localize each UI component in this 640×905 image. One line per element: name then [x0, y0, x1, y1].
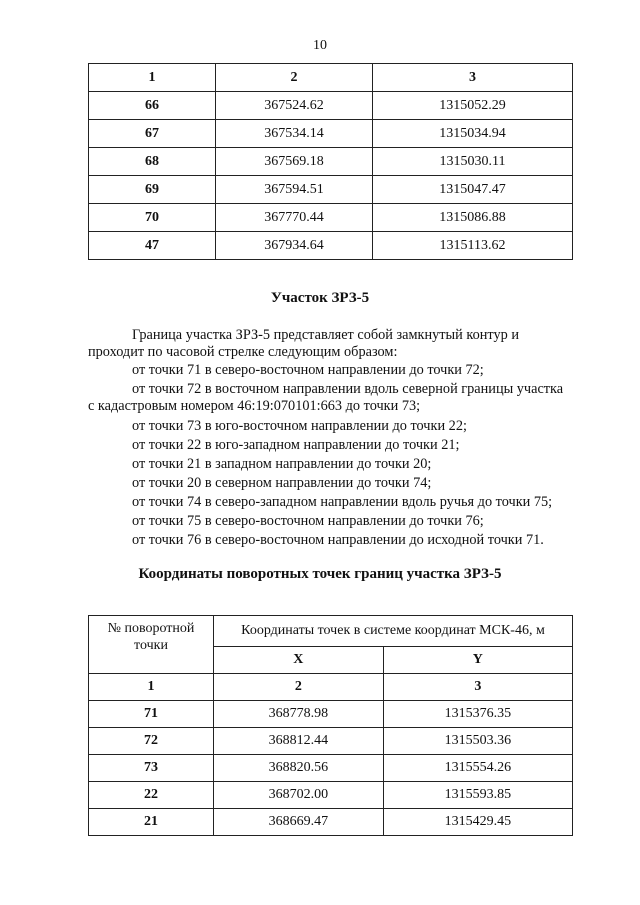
- table-row: [89, 148, 573, 176]
- section-intro: Граница участка ЗРЗ-5 представляет собой замкнутый контур и проходит по часовой стрелке следующим образом:: [88, 327, 519, 360]
- x-coordinate-cell: 368702.00: [214, 782, 384, 809]
- route-line: от точки 74 в северо-западном направлении вдоль ручья до точки 75;: [132, 494, 553, 510]
- table-row: [89, 782, 573, 809]
- point-number-cell: 22: [89, 782, 214, 809]
- y-coordinate-cell: 1315554.26: [383, 755, 572, 782]
- coordinates-header: Координаты точек в системе координат МСК-46, м: [214, 616, 573, 647]
- coordinates-table-title: Координаты поворотных точек границ участка ЗРЗ-5: [138, 566, 502, 582]
- y-coordinate-cell: 1315030.11: [373, 148, 573, 176]
- y-coordinate-cell: 1315047.47: [373, 176, 573, 204]
- table-row: [89, 701, 573, 728]
- x-coordinate-cell: 367524.62: [216, 92, 373, 120]
- y-coordinate-cell: 1315503.36: [383, 728, 572, 755]
- y-coordinate-cell: 1315376.35: [383, 701, 572, 728]
- table-row: [89, 728, 573, 755]
- x-column-header: X: [214, 647, 384, 674]
- x-coordinate-cell: 368778.98: [214, 701, 384, 728]
- route-line: от точки 22 в юго-западном направлении до точки 21;: [132, 437, 460, 453]
- x-coordinate-cell: 367770.44: [216, 204, 373, 232]
- point-number-cell: 67: [89, 120, 216, 148]
- column-number-cell: 3: [383, 674, 572, 701]
- table-header-cell: 3: [373, 64, 573, 92]
- coordinates-table-continued: [88, 63, 573, 260]
- column-number-cell: 2: [214, 674, 384, 701]
- table-row: [89, 809, 573, 836]
- y-coordinate-cell: 1315034.94: [373, 120, 573, 148]
- page-number: 10: [313, 38, 327, 53]
- point-number-cell: 70: [89, 204, 216, 232]
- point-number-cell: 69: [89, 176, 216, 204]
- x-coordinate-cell: 368669.47: [214, 809, 384, 836]
- point-number-cell: 47: [89, 232, 216, 260]
- table-row: [89, 176, 573, 204]
- point-number-cell: 71: [89, 701, 214, 728]
- x-coordinate-cell: 367934.64: [216, 232, 373, 260]
- coordinates-table: [88, 615, 573, 836]
- x-coordinate-cell: 368812.44: [214, 728, 384, 755]
- route-line: от точки 73 в юго-восточном направлении до точки 22;: [132, 418, 467, 434]
- table-row: [89, 92, 573, 120]
- table-row: [89, 755, 573, 782]
- table-row: [89, 232, 573, 260]
- table-header-cell: 1: [89, 64, 216, 92]
- route-line: от точки 21 в западном направлении до точки 20;: [132, 456, 432, 472]
- section-title: Участок ЗРЗ-5: [270, 290, 370, 306]
- x-coordinate-cell: 367594.51: [216, 176, 373, 204]
- table-header-row: [89, 616, 573, 647]
- y-coordinate-cell: 1315052.29: [373, 92, 573, 120]
- route-line: от точки 71 в северо-восточном направлении до точки 72;: [132, 362, 484, 378]
- route-line: от точки 76 в северо-восточном направлении до исходной точки 71.: [132, 532, 544, 548]
- table-row: [89, 120, 573, 148]
- point-number-cell: 73: [89, 755, 214, 782]
- route-line: от точки 75 в северо-восточном направлении до точки 76;: [132, 513, 484, 529]
- y-coordinate-cell: 1315429.45: [383, 809, 572, 836]
- x-coordinate-cell: 367569.18: [216, 148, 373, 176]
- table-header-cell: 2: [216, 64, 373, 92]
- y-coordinate-cell: 1315113.62: [373, 232, 573, 260]
- point-number-cell: 21: [89, 809, 214, 836]
- y-coordinate-cell: 1315593.85: [383, 782, 572, 809]
- point-number-header: № поворотной точки: [89, 616, 214, 674]
- y-column-header: Y: [383, 647, 572, 674]
- table-header-row: [89, 674, 573, 701]
- x-coordinate-cell: 367534.14: [216, 120, 373, 148]
- route-line: от точки 20 в северном направлении до точки 74;: [132, 475, 432, 491]
- column-number-cell: 1: [89, 674, 214, 701]
- table-row: [89, 204, 573, 232]
- point-number-cell: 68: [89, 148, 216, 176]
- point-number-cell: 66: [89, 92, 216, 120]
- table-header-row: [89, 64, 573, 92]
- point-number-cell: 72: [89, 728, 214, 755]
- x-coordinate-cell: 368820.56: [214, 755, 384, 782]
- y-coordinate-cell: 1315086.88: [373, 204, 573, 232]
- route-line: от точки 72 в восточном направлении вдоль северной границы участка с кадастровым номером 46:19:070101:663 до точки 73;: [88, 381, 564, 414]
